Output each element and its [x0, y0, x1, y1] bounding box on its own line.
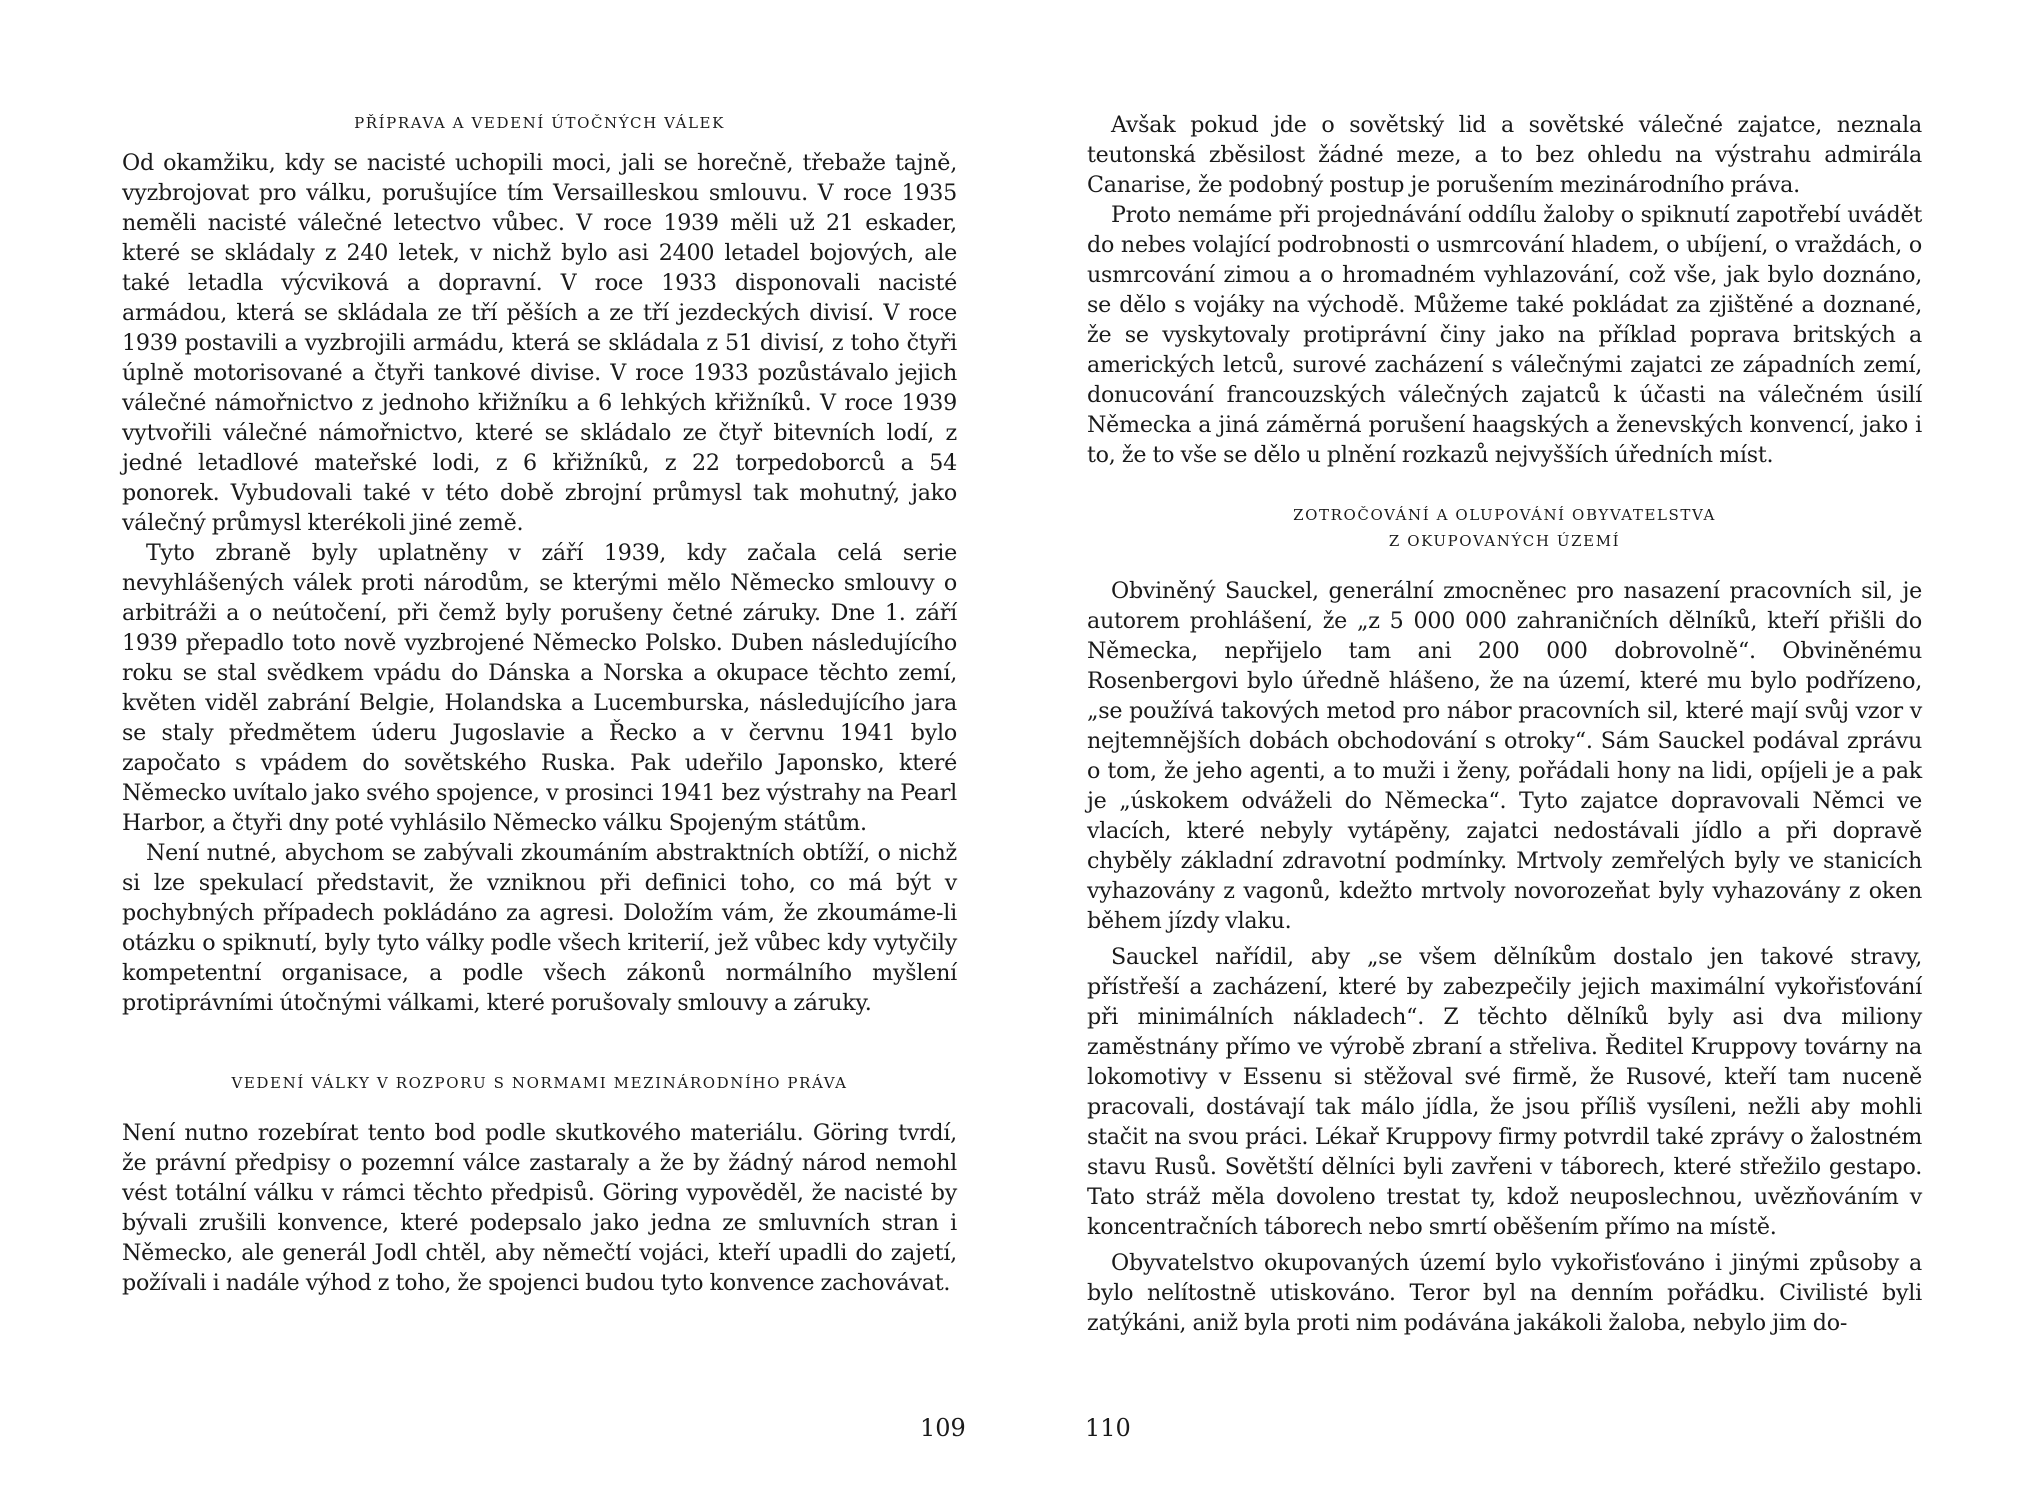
paragraph: Není nutno rozebírat tento bod podle skutkového materiálu. Göring tvrdí, že právní předpisy o pozemní válce zastaraly a že by žádný národ nemohl vést totální válku v rámci těchto předpisů. Göring vypověděl, že nacisté by bývali zrušili konvence, které podepsalo jako jedna ze smluvních stran i Německo, ale generál Jodl chtěl, aby němečtí vojáci, kteří upadli do zajetí, požívali i nadále výhod z toho, že spojenci budou tyto konvence zachovávat. [122, 1120, 957, 1296]
paragraph: Tyto zbraně byly uplatněny v září 1939, kdy začala celá serie nevyhlášených válek proti národům, se kterými mělo Německo smlouvy o arbitráži a o neútočení, při čemž byly porušeny četné záruky. Dne 1. září 1939 přepadlo toto nově vyzbrojené Německo Polsko. Duben následujícího roku se stal svědkem vpádu do Dánska a Norska a okupace těchto zemí, květen viděl zabrání Belgie, Holandska a Lucemburska, následujícího jara se staly předmětem úderu Jugoslavie a Řecko a v červnu 1941 bylo započato s vpádem do sovětského Ruska. Pak udeřilo Japonsko, které Německo uvítalo jako svého spojence, v prosinci 1941 bez výstrahy na Pearl Harbor, a čtyři dny poté vyhlásilo Německo válku Spojeným státům. [122, 540, 957, 836]
paragraph: Proto nemáme při projednávání oddílu žaloby o spiknutí zapotřebí uvádět do nebes volající podrobnosti o usmrcování hladem, o ubíjení, o vraždách, o usmrcování zimou a o hromadném vyhlazování, což vše, jak bylo doznáno, se dělo s vojáky na východě. Můžeme také pokládat za zjištěné a doznané, že se vyskytovaly protiprávní činy jako na příklad poprava britských a amerických letců, surové zacházení s válečnými zajatci ze západních zemí, donucování francouzských válečných zajatců k účasti na válečném úsilí Německa a jiná záměrná porušení haagských a ženevských konvencí, jako i to, že to vše se dělo u plnění rozkazů nejvyšších úředních míst. [1087, 202, 1922, 468]
paragraph: Avšak pokud jde o sovětský lid a sovětské válečné zajatce, neznala teutonská zběsilost žádné meze, a to bez ohledu na výstrahu admirála Canarise, že podobný postup je porušením mezinárodního práva. [1087, 112, 1922, 198]
paragraph: Obyvatelstvo okupovaných území bylo vykořisťováno i jinými způsoby a bylo nelítostně utiskováno. Teror byl na denním pořádku. Civilisté byli zatýkáni, aniž byla proti nim podávána jakákoli žaloba, nebylo jim do- [1087, 1250, 1922, 1336]
paragraph: Sauckel nařídil, aby „se všem dělníkům dostalo jen takové stravy, přístřeší a zacházení, které by zabezpečily jejich maximální vykořisťování při minimálních nákladech“. Z těchto dělníků byly asi dva miliony zaměstnány přímo ve výrobě zbraní a střeliva. Ředitel Kruppovy továrny na lokomotivy v Essenu si stěžoval své firmě, že Rusové, kteří tam nuceně pracovali, dostávají tak málo jídla, že jsou příliš vysíleni, nežli aby mohli stačit na svou práci. Lékař Kruppovy firmy potvrdil také zprávy o žalostném stavu Rusů. Sovětští dělníci byli zavřeni v táborech, které střežilo gestapo. Tato stráž měla dovoleno trestat ty, kdož neuposlechnou, uvězňováním v koncentračních táborech nebo smrtí oběšením přímo na místě. [1087, 944, 1922, 1240]
right-text-column [1087, 110, 1922, 1338]
section-heading-enslavement-line2: Z OKUPOVANÝCH ÚZEMÍ [1388, 532, 1621, 550]
page-number: 110 [1085, 1414, 1131, 1442]
section-heading-enslavement: ZOTROČOVÁNÍ A OLUPOVÁNÍ OBYVATELSTVA [1293, 506, 1716, 524]
right-page [1015, 0, 2030, 1500]
paragraph: Obviněný Sauckel, generální zmocněnec pro nasazení pracovních sil, je autorem prohlášení, že „z 5 000 000 zahraničních dělníků, kteří přišli do Německa, nepřijelo tam ani 200 000 dobrovolně“. Obviněnému Rosenbergovi bylo úředně hlášeno, že na území, které mu bylo podřízeno, „se používá takových metod pro nábor pracovních sil, které mají svůj vzor v nejtemnějších dobách obchodování s otroky“. Sám Sauckel podával zprávu o tom, že jeho agenti, a to muži i ženy, pořádali hony na lidi, opíjeli je a pak je „úskokem odváželi do Německa“. Tyto zajatce dopravovali Němci ve vlacích, které nebyly vytápěny, zajatci nedostávali jídlo a při dopravě chyběly základní zdravotní podmínky. Mrtvoly zemřelých byly ve stanicích vyhazovány z vagonů, kdežto mrtvoly novorozeňat byly vyhazovány z oken během jízdy vlaku. [1087, 578, 1922, 934]
section-heading-preparation: PŘÍPRAVA A VEDENÍ ÚTOČNÝCH VÁLEK [354, 114, 725, 132]
paragraph: Není nutné, abychom se zabývali zkoumáním abstraktních obtíží, o nichž si lze spekulací představit, že vzniknou při definici toho, co má být v pochybných případech pokládáno za agresi. Doložím vám, že zkoumáme-li otázku o spiknutí, byly tyto války podle všech kriterií, jež vůbec kdy vytyčily kompetentní organisace, a podle všech zákonů normálního myšlení protiprávními útočnými válkami, které porušovaly smlouvy a záruky. [122, 840, 957, 1016]
paragraph: Od okamžiku, kdy se nacisté uchopili moci, jali se horečně, třebaže tajně, vyzbrojovat pro válku, porušujíce tím Versailleskou smlouvu. V roce 1935 neměli nacisté válečné letectvo vůbec. V roce 1939 měli už 21 eskader, které se skládaly z 240 letek, v nichž bylo asi 2400 letadel bojových, ale také letadla výcviková a dopravní. V roce 1933 disponovali nacisté armádou, která se skládala ze tří pěších a ze tří jezdeckých divisí. V roce 1939 postavili a vyzbrojili armádu, která se skládala z 51 divisí, z toho čtyři úplně motorisované a čtyři tankové divise. V roce 1933 pozůstávalo jejich válečné námořnictvo z jednoho křižníku a 6 lehkých křižníků. V roce 1939 vytvořili válečné námořnictvo, které se skládalo ze čtyř bitevních lodí, z jedné letadlové mateřské lodi, z 6 křižníků, z 22 torpedoborců a 54 ponorek. Vybudovali také v této době zbrojní průmysl tak mohutný, jako válečný průmysl kterékoli jiné země. [122, 150, 957, 536]
left-text-column [122, 110, 957, 1298]
section-heading-warfare: VEDENÍ VÁLKY V ROZPORU S NORMAMI MEZINÁRODNÍHO PRÁVA [231, 1074, 848, 1092]
page-number: 109 [920, 1414, 966, 1442]
